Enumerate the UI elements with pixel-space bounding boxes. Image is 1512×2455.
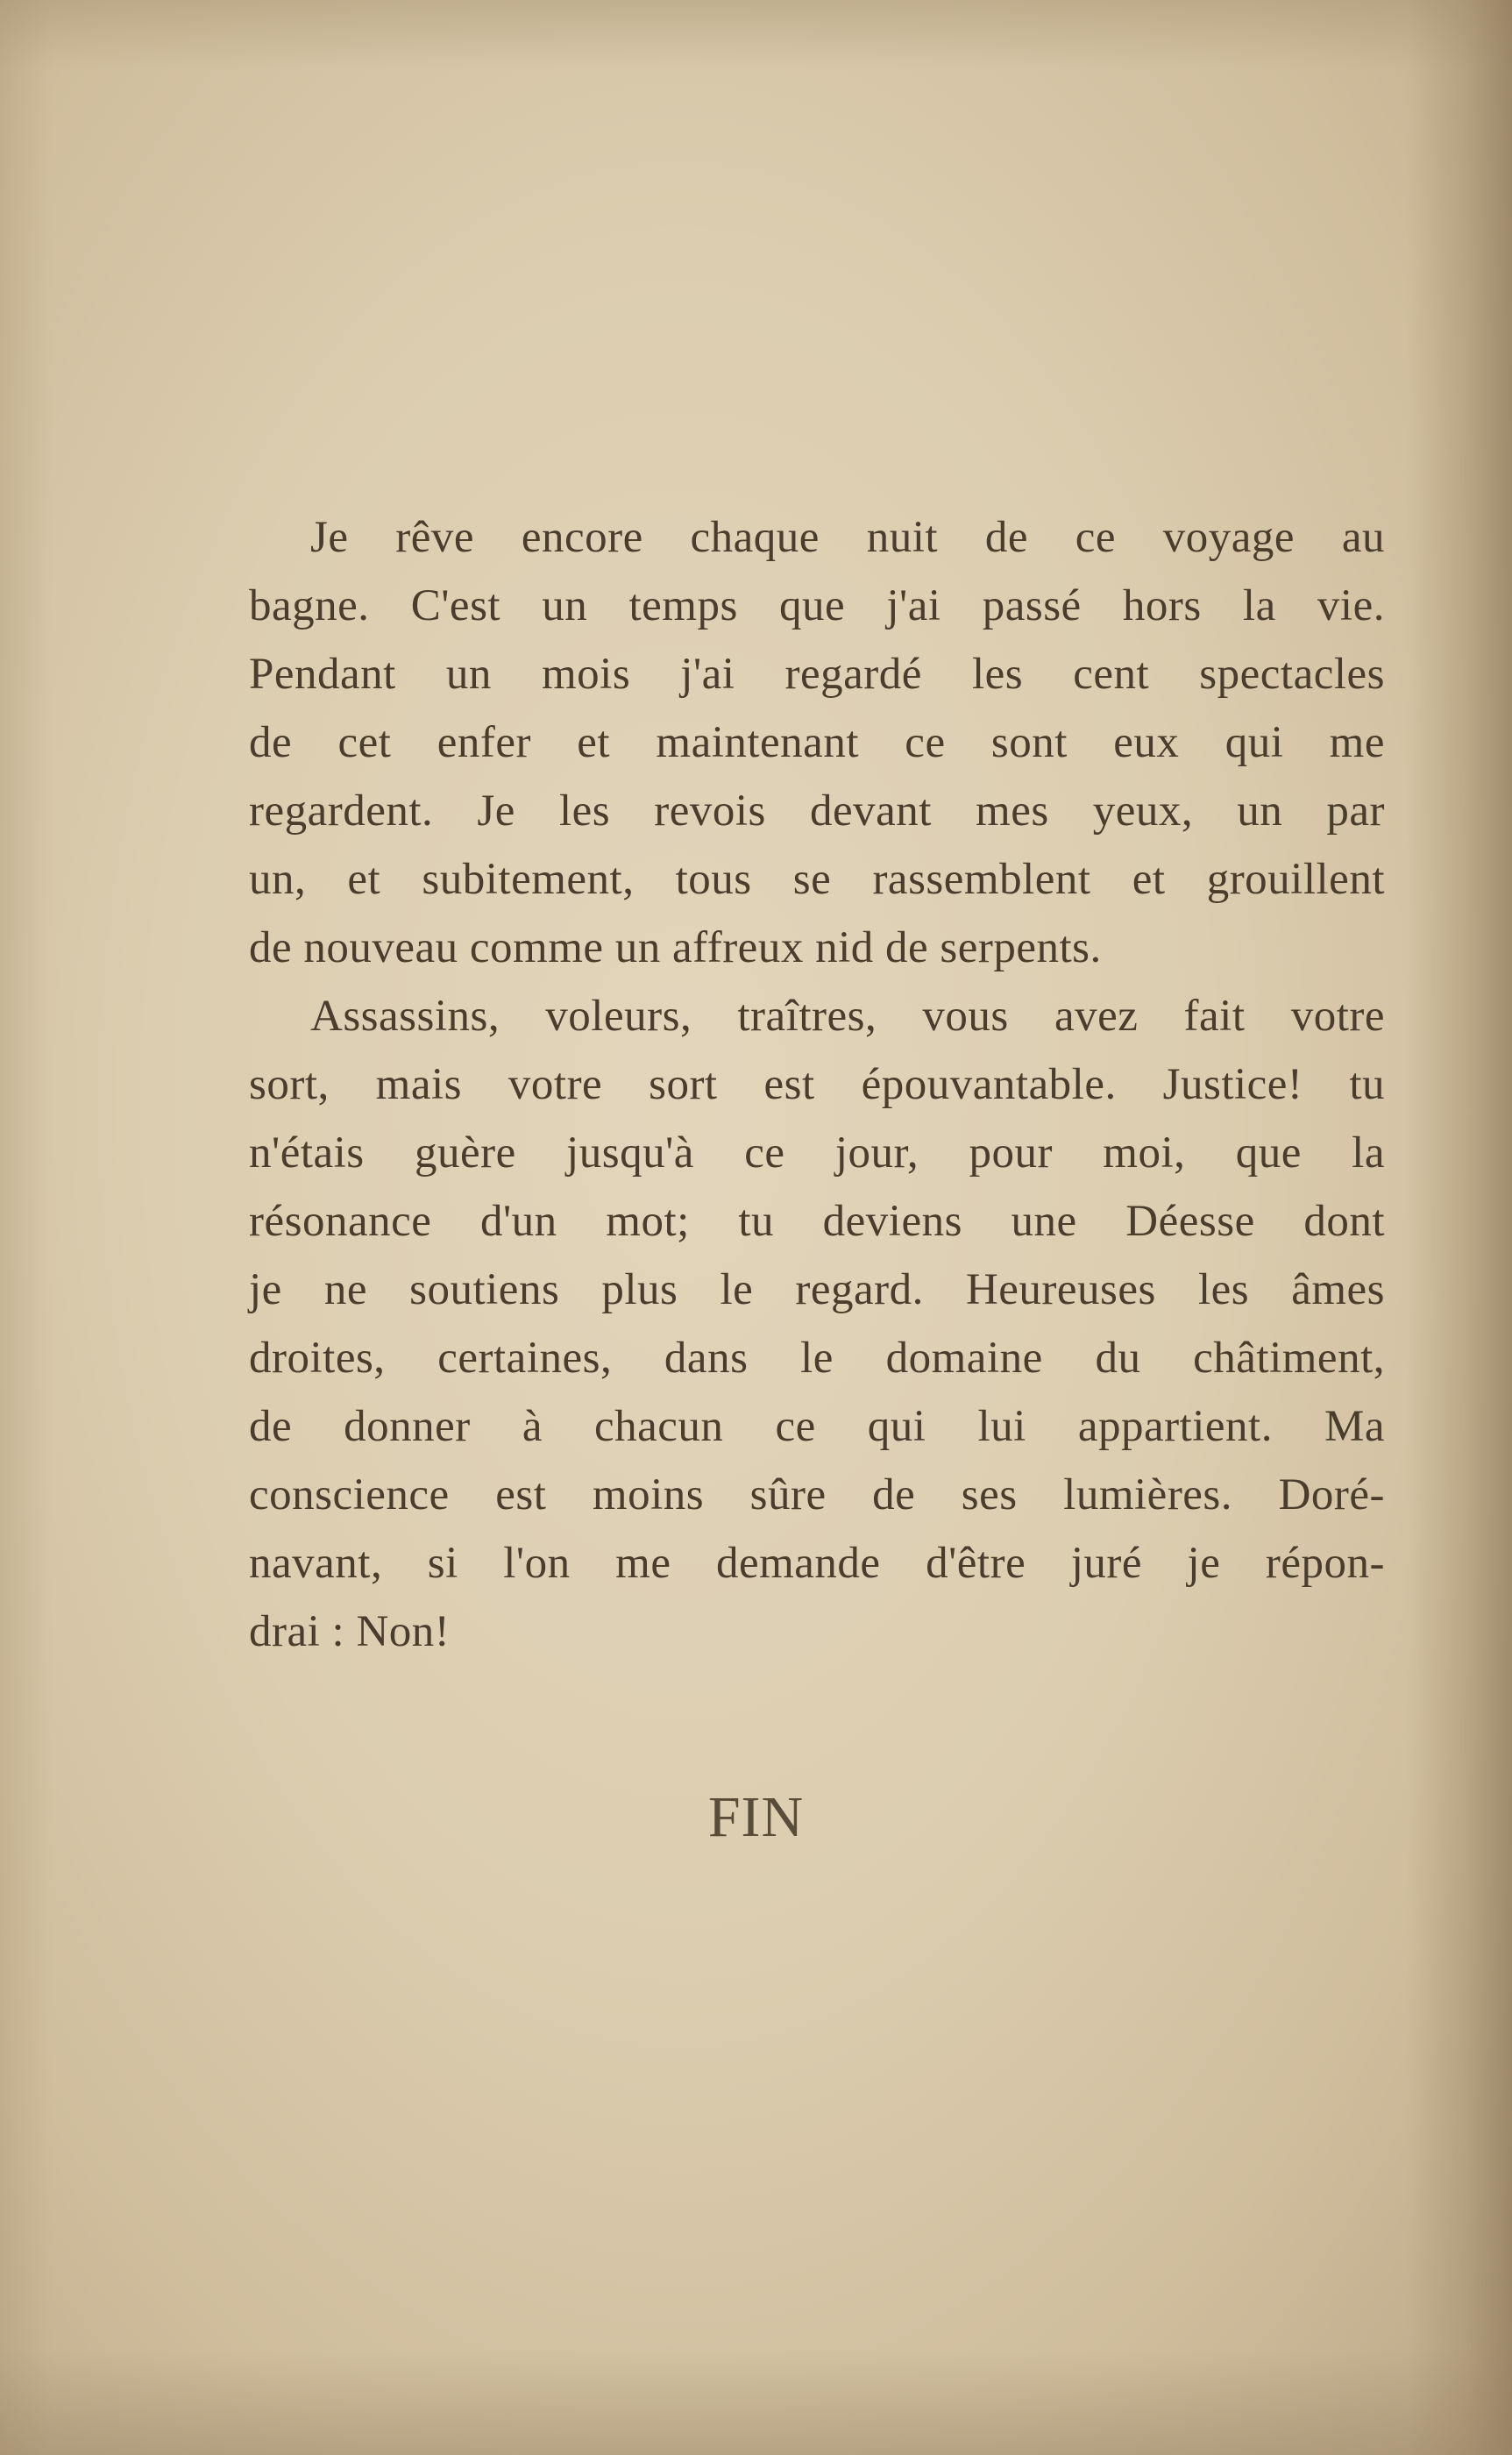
text-line: résonance d'un mot; tu deviens une Déesse dont — [249, 1197, 1385, 1246]
text-line: drai : Non! — [249, 1607, 451, 1656]
page-edge-bottom — [0, 2350, 1512, 2455]
text-line: droites, certaines, dans le domaine du châtiment, — [249, 1334, 1385, 1383]
text-line: Je rêve encore chaque nuit de ce voyage au — [310, 513, 1385, 562]
text-line: regardent. Je les revois devant mes yeux, un par — [249, 786, 1385, 836]
end-mark: FIN — [707, 1785, 805, 1849]
text-line: je ne soutiens plus le regard. Heureuses les âmes — [249, 1265, 1385, 1314]
text-line: n'étais guère jusqu'à ce jour, pour moi, que la — [249, 1128, 1385, 1178]
text-line: Pendant un mois j'ai regardé les cent spectacles — [249, 650, 1385, 699]
paragraph-2 — [249, 982, 1385, 1666]
text-line: bagne. C'est un temps que j'ai passé hors la vie. — [249, 581, 1385, 630]
paragraph-1 — [249, 503, 1385, 982]
text-line: de cet enfer et maintenant ce sont eux qui me — [249, 718, 1385, 767]
text-line: conscience est moins sûre de ses lumières. Doré- — [249, 1470, 1385, 1519]
text-line: navant, si l'on me demande d'être juré je répon- — [249, 1539, 1385, 1588]
body-text — [249, 503, 1385, 1666]
text-line: Assassins, voleurs, traîtres, vous avez fait votre — [310, 992, 1385, 1041]
text-line: de nouveau comme un affreux nid de serpents. — [249, 923, 1102, 972]
page-edge-right — [1407, 0, 1512, 2455]
page-edge-top — [0, 0, 1512, 70]
text-line: de donner à chacun ce qui lui appartient. Ma — [249, 1402, 1385, 1451]
text-line: sort, mais votre sort est épouvantable. Justice! tu — [249, 1060, 1385, 1109]
text-line: un, et subitement, tous se rassemblent et grouillent — [249, 855, 1385, 904]
page-edge-left — [0, 0, 53, 2455]
